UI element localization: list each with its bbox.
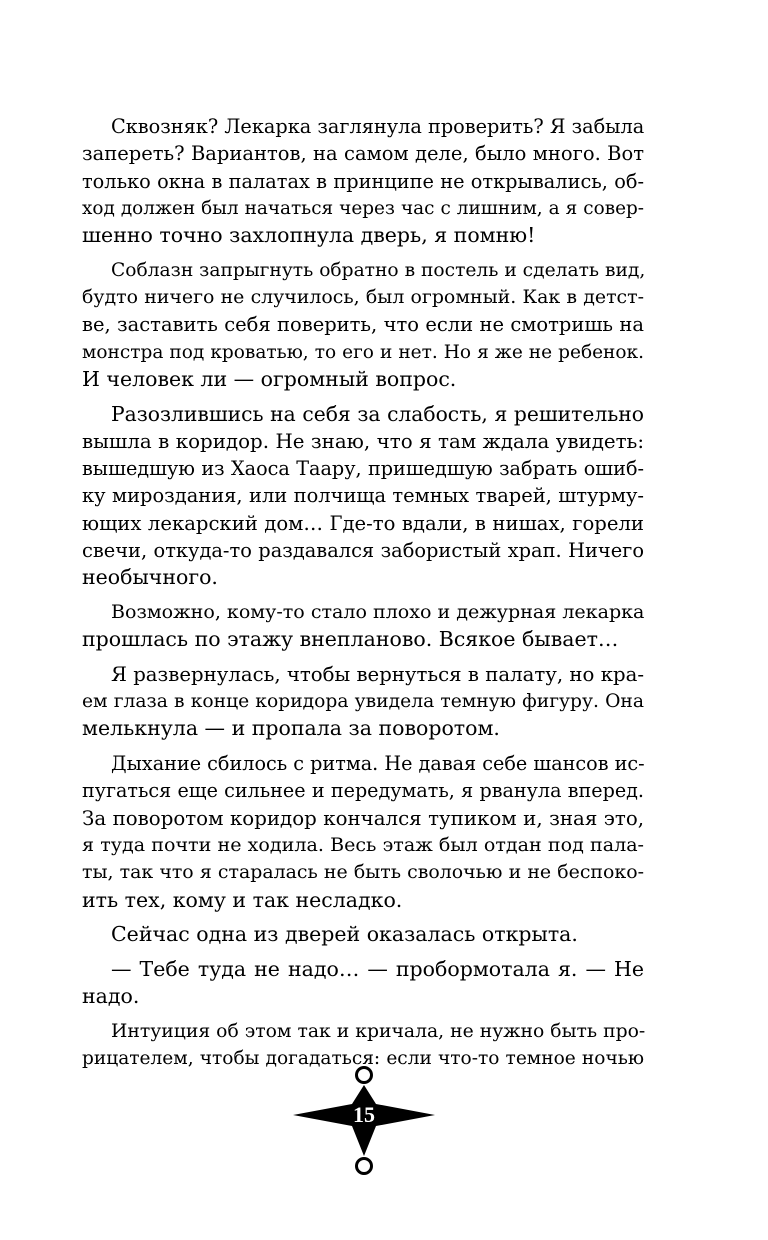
text-line: я туда почти не ходила. Весь этаж был отдан под пала-: [82, 833, 644, 856]
text-line: ку мироздания, или полчища темных тварей, штурму-: [82, 484, 644, 508]
text-line: вышла в коридор. Не знаю, что я там ждала увидеть:: [82, 429, 644, 453]
text-line: шенно точно захлопнула дверь, я помню!: [82, 223, 536, 248]
text-line: мелькнула — и пропала за поворотом.: [82, 716, 500, 741]
text-line: Соблазн запрыгнуть обратно в постель и сделать вид,: [111, 259, 646, 281]
text-line: ющих лекарский дом… Где-то вдали, в нишах, горели: [82, 511, 644, 535]
paragraph-gap: [82, 249, 644, 256]
paragraph-gap: [82, 1010, 644, 1017]
text-line: необычного.: [82, 565, 218, 590]
text-line: Сквозняк? Лекарка заглянула проверить? Я забыла: [111, 115, 645, 138]
paragraph: [82, 921, 644, 948]
text-line: Дыхание сбилось с ритма. Не давая себе шансов ис-: [111, 752, 645, 776]
text-line: ем глаза в конце коридора увидела темную фигуру. Она: [82, 691, 644, 713]
text-line: И человек ли — огромный вопрос.: [82, 366, 457, 391]
paragraph-gap: [82, 914, 644, 921]
paragraph: [82, 257, 644, 393]
text-line: Сейчас одна из дверей оказалась открыта.: [111, 922, 578, 947]
text-line: рицателем, чтобы догадаться: если что-то темное ночью: [82, 1047, 644, 1069]
page-folio: [290, 1060, 438, 1180]
text-line: ить тех, кому и так несладко.: [82, 887, 403, 912]
text-line: ход должен был начаться через час с лишним, а я совер-: [82, 197, 644, 219]
text-line: Интуиция об этом так и кричала, не нужно быть про-: [111, 1020, 646, 1042]
paragraph-gap: [82, 592, 644, 599]
text-line: монстра под кроватью, то его и нет. Но я же не ребенок.: [82, 341, 644, 363]
text-line: будто ничего не случилось, был огромный. Как в детст-: [82, 286, 644, 309]
paragraph: [82, 113, 644, 249]
text-line: Я развернулась, чтобы вернуться в палату, но кра-: [111, 662, 644, 686]
text-line: надо.: [82, 983, 140, 1008]
text-line: запереть? Вариантов, на самом деле, было много. Вот: [82, 142, 644, 166]
paragraph: [82, 661, 644, 743]
text-line: Возможно, кому-то стало плохо и дежурная лекарка: [111, 600, 645, 623]
text-line: прошлась по этажу внепланово. Всякое бывает…: [82, 627, 619, 652]
text-line: ве, заставить себя поверить, что если не смотришь на: [82, 313, 644, 337]
paragraph-gap: [82, 654, 644, 661]
text-line: — Тебе туда не надо… — пробормотала я. — Не: [111, 956, 644, 981]
text-line: ты, так что я старалась не быть сволочью и не беспоко-: [82, 861, 644, 884]
paragraph-gap: [82, 743, 644, 750]
page-number: 15: [353, 1102, 375, 1127]
body-text: [82, 113, 644, 1072]
paragraph-gap: [82, 948, 644, 955]
paragraph: [82, 956, 644, 1011]
paragraph-gap: [82, 393, 644, 400]
paragraph: [82, 599, 644, 654]
text-line: Разозлившись на себя за слабость, я решительно: [111, 401, 644, 426]
paragraph: [82, 750, 644, 914]
text-line: свечи, откуда-то раздавался забористый храп. Ничего: [82, 539, 644, 563]
text-line: вышедшую из Хаоса Таару, пришедшую забрать ошиб-: [82, 457, 644, 481]
text-line: только окна в палатах в принципе не открывались, об-: [82, 169, 644, 193]
text-line: За поворотом коридор кончался тупиком и, зная это,: [82, 806, 644, 830]
text-line: пугаться еще сильнее и передумать, я рванула вперед.: [82, 779, 644, 803]
paragraph: [82, 401, 644, 592]
